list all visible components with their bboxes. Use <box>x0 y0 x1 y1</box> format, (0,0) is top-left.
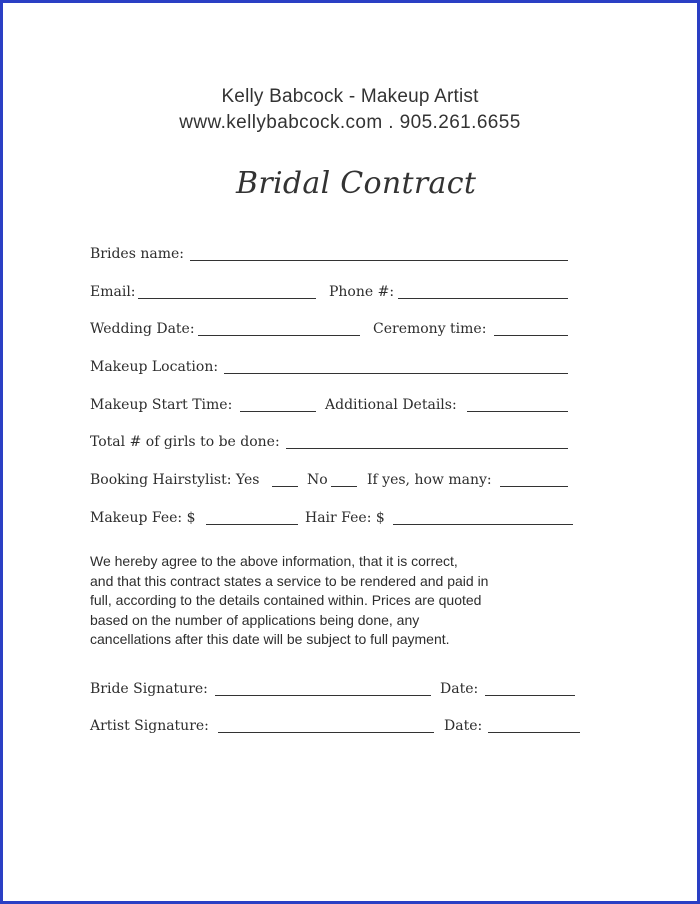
makeup-location-label: Makeup Location: <box>90 359 219 375</box>
how-many-label: If yes, how many: <box>367 472 492 488</box>
brides-name-field[interactable] <box>190 260 568 261</box>
artist-signature-label: Artist Signature: <box>90 718 209 734</box>
total-girls-field[interactable] <box>286 448 568 449</box>
wedding-date-field[interactable] <box>198 335 360 336</box>
booking-hairstylist-label: Booking Hairstylist: Yes <box>90 472 260 488</box>
makeup-start-field[interactable] <box>240 411 316 412</box>
additional-details-field[interactable] <box>467 411 568 412</box>
hair-fee-label: Hair Fee: $ <box>305 510 385 526</box>
agreement-line: based on the number of applications being done, any <box>90 611 420 628</box>
hairstylist-no-label: No <box>307 472 328 488</box>
brides-name-label: Brides name: <box>90 246 184 262</box>
phone-label: Phone #: <box>329 284 395 300</box>
ceremony-time-field[interactable] <box>494 335 568 336</box>
bride-date-field[interactable] <box>485 695 575 696</box>
document-title: Bridal Contract <box>236 166 477 201</box>
email-field[interactable] <box>138 298 316 299</box>
hair-fee-field[interactable] <box>393 524 573 525</box>
wedding-date-label: Wedding Date: <box>90 321 195 337</box>
email-label: Email: <box>90 284 136 300</box>
makeup-location-field[interactable] <box>224 373 568 374</box>
hairstylist-yes-field[interactable] <box>272 486 298 487</box>
artist-date-label: Date: <box>444 718 483 734</box>
agreement-line: full, according to the details contained within. Prices are quoted <box>90 592 482 608</box>
artist-date-field[interactable] <box>488 732 580 733</box>
bride-signature-field[interactable] <box>215 695 431 696</box>
makeup-start-label: Makeup Start Time: <box>90 397 233 413</box>
agreement-line: and that this contract states a service to be rendered and paid in <box>90 572 489 589</box>
phone-field[interactable] <box>398 298 568 299</box>
contract-page <box>8 8 692 896</box>
header-business-name: Kelly Babcock - Makeup Artist <box>221 86 479 107</box>
ceremony-time-label: Ceremony time: <box>373 321 487 337</box>
additional-details-label: Additional Details: <box>325 397 457 413</box>
agreement-line: cancellations after this date will be subject to full payment. <box>90 631 450 647</box>
header-contact-info: www.kellybabcock.com . 905.261.6655 <box>179 112 521 133</box>
hairstylist-no-field[interactable] <box>331 486 357 487</box>
bride-date-label: Date: <box>440 681 479 697</box>
how-many-field[interactable] <box>500 486 568 487</box>
bride-signature-label: Bride Signature: <box>90 681 208 697</box>
agreement-line: We hereby agree to the above information, that it is correct, <box>90 553 458 569</box>
total-girls-label: Total # of girls to be done: <box>90 434 280 450</box>
agreement-paragraph <box>90 552 590 650</box>
makeup-fee-field[interactable] <box>206 524 298 525</box>
artist-signature-field[interactable] <box>218 732 434 733</box>
makeup-fee-label: Makeup Fee: $ <box>90 510 196 526</box>
